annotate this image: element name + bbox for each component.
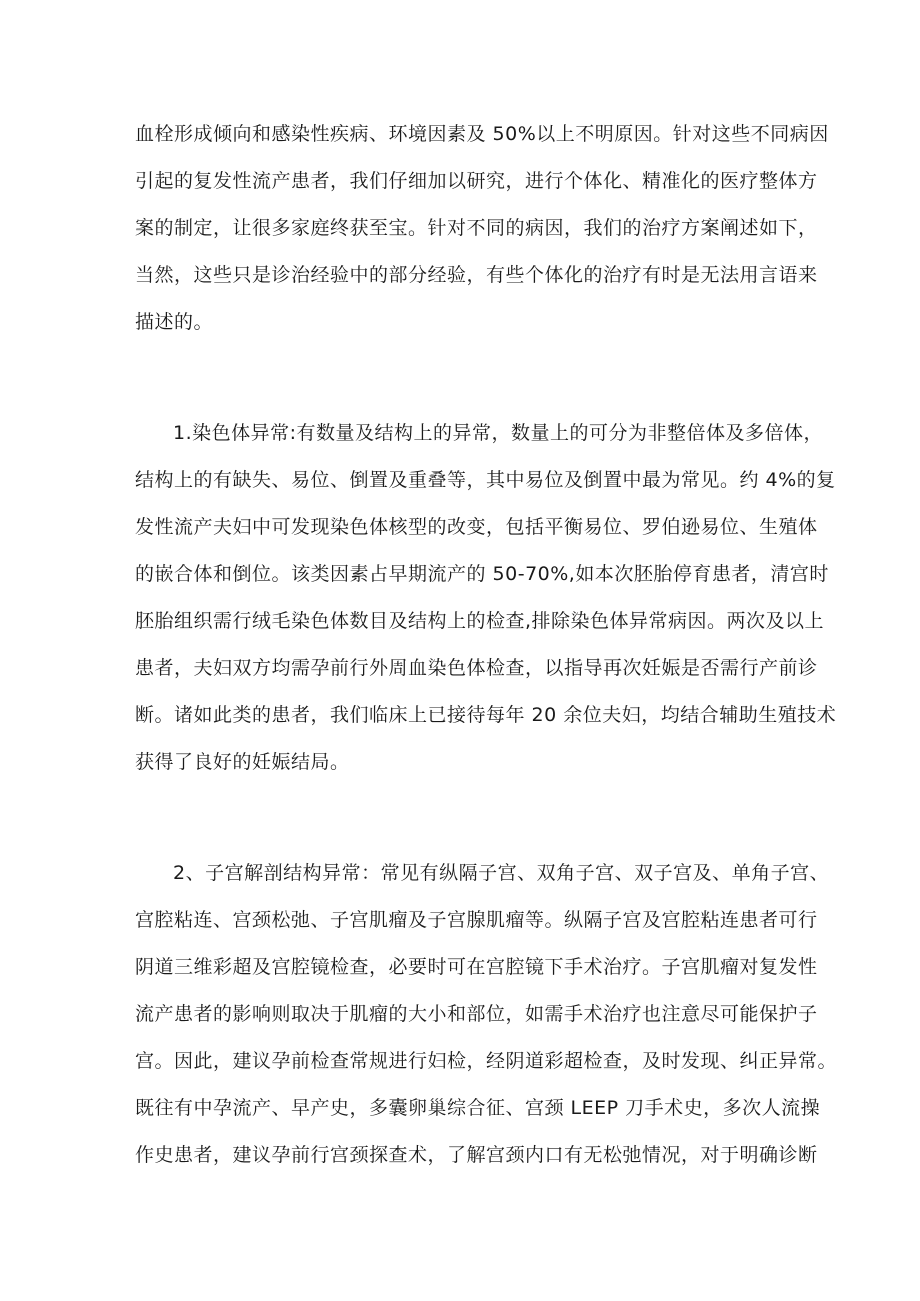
text-line: 的嵌合体和倒位。该类因素占早期流产的 50-70%,如本次胚胎停育患者，清宫时 <box>135 563 829 585</box>
text-line: 患者，夫妇双方均需孕前行外周血染色体检查，以指导再次妊娠是否需行产前诊 <box>135 657 818 679</box>
section-heading-line: 1.染色体异常:有数量及结构上的异常，数量上的可分为非整倍体及多倍体， <box>173 422 824 444</box>
text-line: 既往有中孕流产、早产史，多囊卵巢综合征、宫颈 LEEP 刀手术史，多次人流操 <box>135 1097 821 1119</box>
text-line: 案的制定，让很多家庭终获至宝。针对不同的病因，我们的治疗方案阐述如下， <box>135 217 818 239</box>
text-line: 描述的。 <box>135 311 214 333</box>
text-line: 获得了良好的妊娠结局。 <box>135 751 350 773</box>
document-page <box>135 0 838 1179</box>
text-line: 结构上的有缺失、易位、倒置及重叠等，其中易位及倒置中最为常见。约 4%的复 <box>135 469 836 491</box>
uterus-paragraph <box>135 786 838 1179</box>
text-line: 胚胎组织需行绒毛染色体数目及结构上的检查,排除染色体异常病因。两次及以上 <box>135 610 825 632</box>
text-line: 断。诸如此类的患者，我们临床上已接待每年 20 余位夫妇，均结合辅助生殖技术 <box>135 704 837 726</box>
text-line: 流产患者的影响则取决于肌瘤的大小和部位，如需手术治疗也注意尽可能保护子 <box>135 1003 818 1025</box>
intro-paragraph <box>135 0 829 346</box>
text-line: 宫腔粘连、宫颈松弛、子宫肌瘤及子宫腺肌瘤等。纵隔子宫及宫腔粘连患者可行 <box>135 909 818 931</box>
text-line: 宫。因此，建议孕前检查常规进行妇检，经阴道彩超检查，及时发现、纠正异常。 <box>135 1050 838 1072</box>
text-line: 发性流产夫妇中可发现染色体核型的改变，包括平衡易位、罗伯逊易位、生殖体 <box>135 516 818 538</box>
text-line: 当然，这些只是诊治经验中的部分经验，有些个体化的治疗有时是无法用言语来 <box>135 264 818 286</box>
section-heading-line: 2、子宫解剖结构异常：常见有纵隔子宫、双角子宫、双子宫及、单角子宫、 <box>173 862 830 884</box>
text-line: 阴道三维彩超及宫腔镜检查，必要时可在宫腔镜下手术治疗。子宫肌瘤对复发性 <box>135 956 818 978</box>
text-line: 血栓形成倾向和感染性疾病、环境因素及 50%以上不明原因。针对这些不同病因 <box>135 123 829 145</box>
text-line: 作史患者，建议孕前行宫颈探查术，了解宫颈内口有无松弛情况，对于明确诊断 <box>135 1144 818 1166</box>
text-line: 引起的复发性流产患者，我们仔细加以研究，进行个体化、精准化的医疗整体方 <box>135 170 818 192</box>
chromosome-paragraph <box>135 346 837 786</box>
